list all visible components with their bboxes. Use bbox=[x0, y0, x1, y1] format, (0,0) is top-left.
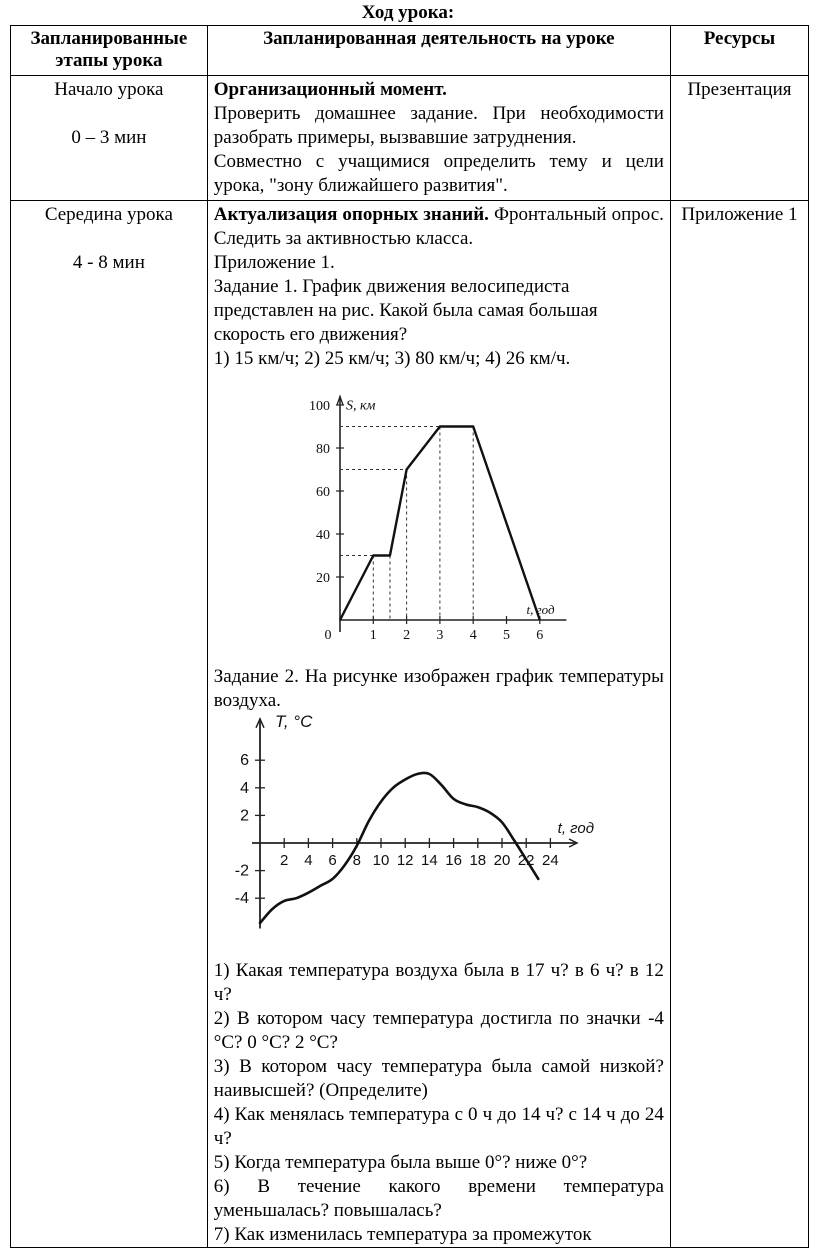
stage-name: Начало урока bbox=[54, 79, 164, 100]
y-tick-label: 100 bbox=[308, 399, 330, 414]
header-activity: Запланированная деятельность на уроке bbox=[207, 26, 670, 76]
x-tick-label: 2 bbox=[402, 628, 410, 643]
x-tick-label: 22 bbox=[517, 852, 535, 869]
x-axis-label: t, год bbox=[526, 602, 555, 617]
y-axis-label: S, км bbox=[345, 398, 376, 414]
table-header-row bbox=[11, 26, 809, 76]
activity-heading-rest: Фронтальный опрос. Следить за активностью класса. bbox=[213, 204, 664, 249]
question-item: 5) Когда температура была выше 0°? ниже 0°? bbox=[213, 1152, 588, 1173]
y-tick-label: 2 bbox=[239, 807, 249, 825]
lesson-plan-table bbox=[10, 25, 809, 1248]
question-item: 3) В котором часу температура была самой низкой? наивысшей? (Определите) bbox=[213, 1056, 664, 1101]
x-tick-label: 2 bbox=[279, 852, 289, 869]
y-tick-label: 60 bbox=[315, 485, 330, 500]
y-tick-label: 40 bbox=[315, 528, 330, 543]
x-tick-label: 6 bbox=[328, 852, 337, 869]
x-tick-label: 6 bbox=[536, 628, 544, 643]
activity-cell bbox=[207, 76, 670, 201]
question-item: 7) Как изменилась температура за промежуток bbox=[213, 1224, 592, 1245]
y-axis-label: T, °С bbox=[274, 715, 313, 732]
x-axis-label: t, год bbox=[557, 820, 594, 837]
air-temperature-chart bbox=[214, 715, 626, 945]
header-resources: Ресурсы bbox=[670, 26, 808, 76]
question-item: 2) В котором часу температура достигла по значки -4 °С? 0 °С? 2 °С? bbox=[213, 1008, 664, 1053]
table-row bbox=[11, 76, 809, 201]
x-tick-label: 0 bbox=[324, 628, 332, 643]
cyclist-distance-chart bbox=[214, 377, 626, 665]
x-tick-label: 12 bbox=[396, 852, 414, 869]
activity-cell bbox=[207, 201, 670, 1248]
x-tick-label: 20 bbox=[493, 852, 511, 869]
activity-heading: Организационный момент. bbox=[213, 79, 447, 100]
question-item: 1) Какая температура воздуха была в 17 ч? в 6 ч? в 12 ч? bbox=[213, 960, 664, 1005]
x-tick-label: 8 bbox=[352, 852, 361, 869]
table-row bbox=[11, 201, 809, 1248]
resource-cell: Приложение 1 bbox=[670, 201, 808, 1248]
task-2-text: Задание 2. На рисунке изображен график температуры воздуха. bbox=[213, 666, 664, 711]
x-tick-label: 3 bbox=[436, 628, 444, 643]
header-stages: Запланированные этапы урока bbox=[11, 26, 208, 76]
x-tick-label: 16 bbox=[445, 852, 462, 869]
temperature-series-line bbox=[260, 773, 538, 923]
y-tick-label: 4 bbox=[239, 779, 249, 797]
appendix-label: Приложение 1. bbox=[213, 252, 335, 273]
question-item: 6) В течение какого времени температура уменьшалась? повышалась? bbox=[213, 1176, 664, 1221]
resource-cell: Презентация bbox=[670, 76, 808, 201]
x-tick-label: 18 bbox=[469, 852, 486, 869]
task-1-options: 1) 15 км/ч; 2) 25 км/ч; 3) 80 км/ч; 4) 26 км/ч. bbox=[213, 348, 571, 369]
x-tick-label: 10 bbox=[372, 852, 390, 869]
task-1-text: Задание 1. График движения велосипедиста представлен на рис. Какой была самая большая скорость его движения? bbox=[213, 276, 598, 345]
y-tick-label: 80 bbox=[315, 442, 330, 457]
question-item: 4) Как менялась температура с 0 ч до 14 ч? с 14 ч до 24 ч? bbox=[213, 1104, 664, 1149]
stage-cell bbox=[11, 201, 208, 1248]
activity-paragraph: Совместно с учащимися определить тему и цели урока, "зону ближайшего развития". bbox=[213, 151, 664, 196]
x-tick-label: 1 bbox=[369, 628, 377, 643]
y-tick-label: -4 bbox=[234, 890, 249, 908]
y-tick-label: 6 bbox=[239, 752, 249, 770]
stage-name: Середина урока bbox=[44, 204, 173, 225]
x-tick-label: 14 bbox=[420, 852, 438, 869]
activity-heading: Актуализация опорных знаний. bbox=[213, 204, 489, 225]
question-list bbox=[214, 959, 664, 1247]
stage-time: 0 – 3 мин bbox=[71, 127, 147, 148]
activity-paragraph: Проверить домашнее задание. При необходимости разобрать примеры, вызвавшие затруднения. bbox=[213, 103, 664, 148]
x-tick-label: 24 bbox=[541, 852, 559, 869]
page-title: Ход урока: bbox=[361, 2, 455, 23]
y-tick-label: -2 bbox=[234, 862, 249, 880]
x-tick-label: 4 bbox=[304, 852, 313, 869]
stage-time: 4 - 8 мин bbox=[72, 252, 145, 273]
x-tick-label: 4 bbox=[469, 628, 477, 643]
activity-heading-line bbox=[214, 203, 664, 251]
stage-cell bbox=[11, 76, 208, 201]
y-tick-label: 20 bbox=[315, 571, 330, 586]
x-tick-label: 5 bbox=[502, 628, 510, 643]
